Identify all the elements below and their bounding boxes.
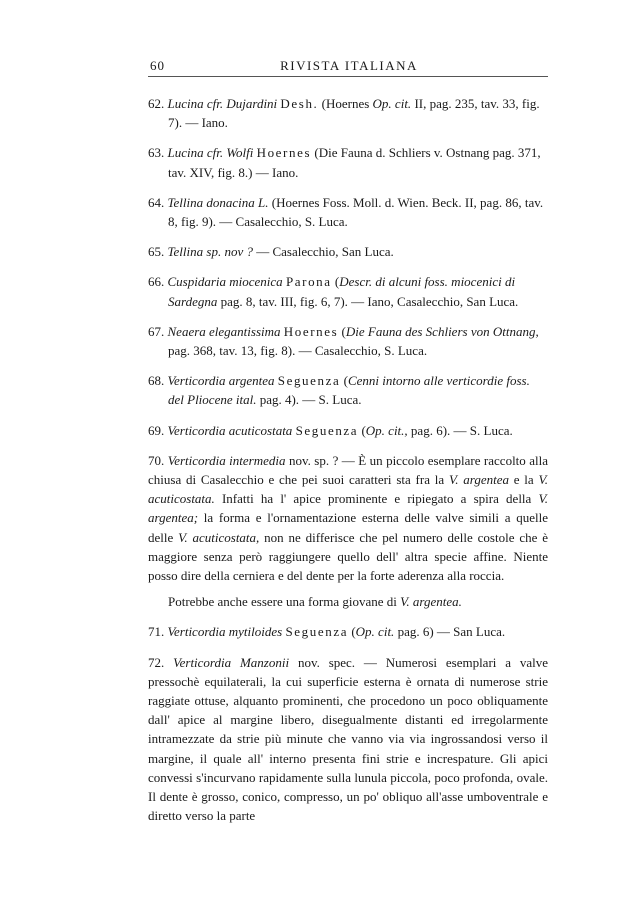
header-rule <box>148 76 548 77</box>
species-name: Verticordia mytiloides <box>167 624 283 640</box>
entry-67 <box>148 322 548 360</box>
species-name: Lucina cfr. Dujardini <box>167 96 278 111</box>
entry-text: Infatti ha l' apice prominente e ripiegato a spira della <box>214 491 539 507</box>
entry-text: la forma e l'ornamentazione esterna delle valve simili a quelle delle <box>148 510 548 545</box>
entry-71 <box>148 622 548 641</box>
entry-70-note <box>148 592 548 611</box>
entry-text: — Casalecchio, San Luca. <box>252 244 394 260</box>
entry-text: e la <box>508 472 539 488</box>
entry-text: (Hoernes <box>318 96 373 111</box>
species-name: Neaera elegantissima <box>167 323 281 339</box>
citation-title: Descr. di alcuni foss. miocenici di Sardegna <box>168 274 516 309</box>
species-name: Tellina sp. nov ? <box>167 244 253 260</box>
entry-text: ( <box>340 373 348 389</box>
text-body <box>148 94 548 833</box>
entry-68 <box>148 371 548 409</box>
entry-number: 65. <box>148 244 165 260</box>
entry-text: ( <box>358 422 366 438</box>
author-name: Seguenza <box>277 373 341 389</box>
entry-text: pag. 6) — San Luca. <box>394 624 506 640</box>
entry-number: 68. <box>148 373 165 389</box>
entry-64 <box>148 193 548 231</box>
page-header <box>150 58 548 78</box>
entry-text: nov. spec. — Numerosi esemplari a valve pressochè equilaterali, la cui superficie esterna è ornata di numerose strie raggiate ottuse, alquanto prominenti, che procedono un poco obliquamente dall' apice al margine libero, disegualmente distanti ed irregolarmente intramezzate da strie più minute che vanno via via ingrossandosi verso il margine, il quale all' interno presenta fini strie e increspature. Gli apici convessi s'incurvano rapidamente sulla lunula piccola, poco profonda, ovale. Il dente è grosso, conico, compresso, un po' obliquo all'asse umboventrale e diretto verso la parte <box>148 654 549 824</box>
citation-title: Op. cit., <box>365 422 408 438</box>
entry-text: pag. 6). — S. Luca. <box>407 422 513 438</box>
entry-number: 70. <box>148 452 165 468</box>
species-ref: V. argentea <box>448 472 509 488</box>
entry-70 <box>148 451 548 585</box>
species-name: Verticordia Manzonii <box>173 654 290 670</box>
entry-62 <box>148 94 548 132</box>
entry-66 <box>148 272 548 310</box>
species-name: Cuspidaria miocenica <box>167 274 283 290</box>
entry-text: nov. sp. ? — È un piccolo esemplare raccolto alla chiusa di Casalecchio e che pei suoi caratteri sta fra la <box>148 452 548 488</box>
entry-text: ( <box>338 323 346 339</box>
entry-text: (Hoernes Foss. Moll. d. Wien. Beck. II, pag. 86, tav. 8, fig. 9). — Casalecchio, S. Luca. <box>168 194 544 230</box>
species-name: Tellina donacina L. <box>167 194 269 210</box>
entry-text: (Die Fauna d. Schliers v. Ostnang pag. 371, tav. XIV, fig. 8.) — Iano. <box>168 145 541 180</box>
author-name: Seguenza <box>285 624 349 640</box>
author-name: Desh. <box>280 96 319 111</box>
entry-list <box>148 94 548 440</box>
running-title: RIVISTA ITALIANA <box>280 58 418 73</box>
entry-text: pag. 8, tav. III, fig. 6, 7). — Iano, Casalecchio, San Luca. <box>217 293 519 309</box>
author-name: Hoernes <box>256 145 312 161</box>
species-name: Verticordia intermedia <box>167 452 286 468</box>
author-name: Hoernes <box>283 323 339 339</box>
entry-number: 62. <box>148 96 165 111</box>
entry-65 <box>148 242 548 261</box>
entry-number: 66. <box>148 274 165 290</box>
entry-number: 64. <box>148 194 165 210</box>
entry-number: 63. <box>148 145 165 161</box>
citation-title: Op. cit. <box>372 96 412 111</box>
entry-number: 67. <box>148 323 165 339</box>
entry-text: II, pag. 235, tav. 33, fig. 7). — Iano. <box>168 96 540 131</box>
species-name: Verticordia acuticostata <box>167 422 293 438</box>
entry-text: non ne differisce che pel numero delle costole che è maggiore senza però raggiungere quello dell' altra specie affine. Niente posso dire della cerniera e del dente per la forte aderenza alla roccia. <box>148 529 548 584</box>
species-ref: V. argentea; <box>148 491 548 526</box>
citation-title: Die Fauna des Schliers von Ottnang, <box>345 323 539 339</box>
species-name: Verticordia argentea <box>167 373 275 389</box>
author-name: Parona <box>285 274 332 290</box>
species-ref: V. acuticostata. <box>148 472 548 507</box>
entry-number: 69. <box>148 422 165 438</box>
entry-text: pag. 4). — S. Luca. <box>256 392 362 408</box>
entry-number: 71. <box>148 624 165 640</box>
entry-72 <box>148 653 548 826</box>
entry-number: 72. <box>148 654 165 670</box>
page-number: 60 <box>150 58 165 73</box>
species-ref: V. acuticostata, <box>178 529 260 545</box>
entry-69 <box>148 421 548 440</box>
entry-text: pag. 368, tav. 13, fig. 8). — Casalecchio, S. Luca. <box>168 343 428 359</box>
species-name: Lucina cfr. Wolfi <box>167 145 254 161</box>
entry-text: ( <box>331 274 340 290</box>
entry-text: ( <box>348 624 356 640</box>
entry-63 <box>148 143 548 181</box>
entry-text: Potrebbe anche essere una forma giovane di <box>168 594 401 610</box>
citation-title: Cenni intorno alle verticordie foss. del Pliocene ital. <box>168 373 530 408</box>
citation-title: Op. cit. <box>355 624 395 640</box>
author-name: Seguenza <box>295 422 359 438</box>
species-ref: V. argentea. <box>400 594 462 610</box>
